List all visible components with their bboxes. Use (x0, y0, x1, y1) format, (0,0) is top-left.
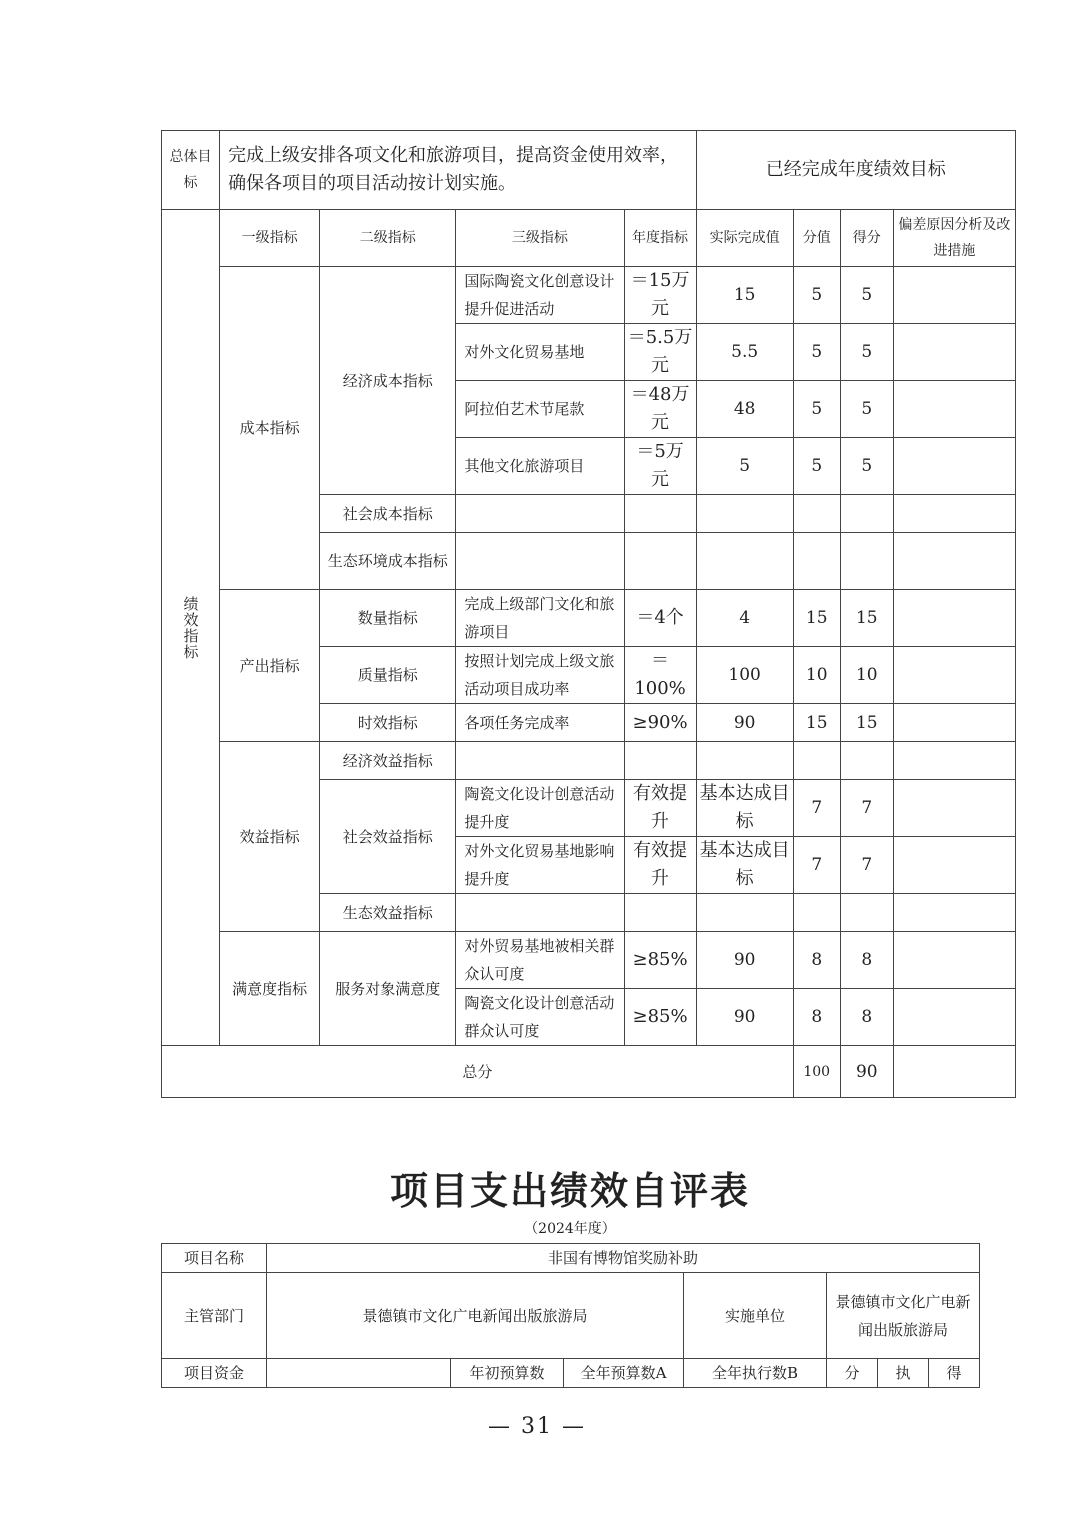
dept-value: 景德镇市文化广电新闻出版旅游局 (267, 1273, 684, 1359)
header-level3: 三级指标 (456, 210, 624, 267)
row-got: 8 (840, 989, 893, 1046)
page-number: — 31 — (488, 1414, 586, 1439)
row-annual: ≥85% (624, 989, 696, 1046)
header-actual: 实际完成值 (696, 210, 793, 267)
row-deviation (893, 438, 1015, 495)
group-output: 产出指标 (220, 590, 320, 742)
row-annual: ＝5万元 (624, 438, 696, 495)
row-actual: 100 (696, 647, 793, 704)
goal-text: 完成上级安排各项文化和旅游项目，提高资金使用效率，确保各项目的项目活动按计划实施。 (220, 131, 697, 210)
row-got: 15 (840, 704, 893, 742)
row-deviation (893, 324, 1015, 381)
row-value: 8 (793, 989, 840, 1046)
row-actual: 48 (696, 381, 793, 438)
empty-cell (840, 894, 893, 932)
empty-cell (840, 533, 893, 590)
empty-cell (624, 894, 696, 932)
row-got: 5 (840, 438, 893, 495)
group-satisfaction: 满意度指标 (220, 932, 320, 1046)
row-actual: 15 (696, 267, 793, 324)
row-item: 其他文化旅游项目 (456, 438, 624, 495)
col-score: 分 (827, 1359, 878, 1388)
col-full-exec: 全年执行数B (684, 1359, 827, 1388)
row-got: 5 (840, 267, 893, 324)
row-item: 陶瓷文化设计创意活动群众认可度 (456, 989, 624, 1046)
header-deviation: 偏差原因分析及改进措施 (893, 210, 1015, 267)
dept-label: 主管部门 (162, 1273, 267, 1359)
empty-cell (267, 1359, 451, 1388)
row-value: 5 (793, 381, 840, 438)
row-deviation (893, 267, 1015, 324)
row-item: 对外文化贸易基地影响提升度 (456, 837, 624, 894)
empty-cell (893, 495, 1015, 533)
row-value: 15 (793, 590, 840, 647)
group-benefit: 效益指标 (220, 742, 320, 932)
empty-cell (840, 495, 893, 533)
row-value: 5 (793, 267, 840, 324)
subgroup-econ-cost: 经济成本指标 (320, 267, 456, 495)
col-got: 得 (929, 1359, 980, 1388)
subgroup-social-cost: 社会成本指标 (320, 495, 456, 533)
row-annual: 有效提升 (624, 837, 696, 894)
row-actual: 4 (696, 590, 793, 647)
empty-cell (696, 742, 793, 780)
header-level2: 二级指标 (320, 210, 456, 267)
row-value: 5 (793, 438, 840, 495)
row-actual: 90 (696, 704, 793, 742)
form-title: 项目支出绩效自评表 (389, 1169, 750, 1213)
row-annual: ＝15万元 (624, 267, 696, 324)
subgroup-timeliness: 时效指标 (320, 704, 456, 742)
row-got: 8 (840, 932, 893, 989)
project-name-label: 项目名称 (162, 1244, 267, 1273)
row-value: 7 (793, 780, 840, 837)
row-item: 陶瓷文化设计创意活动提升度 (456, 780, 624, 837)
row-deviation (893, 837, 1015, 894)
subgroup-quality: 质量指标 (320, 647, 456, 704)
row-deviation (893, 989, 1015, 1046)
row-item: 按照计划完成上级文旅活动项目成功率 (456, 647, 624, 704)
subgroup-service-satisfaction: 服务对象满意度 (320, 932, 456, 1046)
row-actual: 90 (696, 932, 793, 989)
goal-result: 已经完成年度绩效目标 (696, 131, 1015, 210)
row-annual: ＝48万元 (624, 381, 696, 438)
row-got: 7 (840, 780, 893, 837)
row-item: 完成上级部门文化和旅游项目 (456, 590, 624, 647)
group-cost: 成本指标 (220, 267, 320, 590)
row-annual: ＝100% (624, 647, 696, 704)
empty-cell (696, 894, 793, 932)
row-actual: 基本达成目标 (696, 837, 793, 894)
row-item: 阿拉伯艺术节尾款 (456, 381, 624, 438)
side-label: 绩效指标 (162, 210, 220, 1046)
row-item: 对外贸易基地被相关群众认可度 (456, 932, 624, 989)
subgroup-eco-cost: 生态环境成本指标 (320, 533, 456, 590)
empty-cell (624, 495, 696, 533)
row-item: 国际陶瓷文化创意设计提升促进活动 (456, 267, 624, 324)
empty-cell (793, 894, 840, 932)
row-deviation (893, 932, 1015, 989)
subgroup-econ-benefit: 经济效益指标 (320, 742, 456, 780)
empty-cell (793, 742, 840, 780)
subgroup-quantity: 数量指标 (320, 590, 456, 647)
empty-cell (840, 742, 893, 780)
empty-cell (793, 533, 840, 590)
funds-label: 项目资金 (162, 1359, 267, 1388)
impl-label: 实施单位 (684, 1273, 827, 1359)
row-value: 5 (793, 324, 840, 381)
row-annual: ＝4个 (624, 590, 696, 647)
row-deviation (893, 381, 1015, 438)
row-value: 8 (793, 932, 840, 989)
row-annual: ≥90% (624, 704, 696, 742)
header-score-got: 得分 (840, 210, 893, 267)
row-got: 7 (840, 837, 893, 894)
subgroup-social-benefit: 社会效益指标 (320, 780, 456, 894)
project-name: 非国有博物馆奖励补助 (267, 1244, 980, 1273)
row-annual: ≥85% (624, 932, 696, 989)
row-value: 15 (793, 704, 840, 742)
performance-indicator-table (161, 130, 1016, 1098)
empty-cell (696, 533, 793, 590)
row-deviation (893, 647, 1015, 704)
empty-cell (456, 533, 624, 590)
goal-label: 总体目标 (162, 131, 220, 210)
empty-cell (456, 894, 624, 932)
row-annual: ＝5.5万元 (624, 324, 696, 381)
subgroup-eco-benefit: 生态效益指标 (320, 894, 456, 932)
col-initial-budget: 年初预算数 (451, 1359, 564, 1388)
empty-cell (793, 495, 840, 533)
row-value: 7 (793, 837, 840, 894)
row-annual: 有效提升 (624, 780, 696, 837)
total-deviation (893, 1046, 1015, 1098)
row-deviation (893, 780, 1015, 837)
form-year: （2024年度） (524, 1221, 616, 1237)
row-got: 5 (840, 324, 893, 381)
header-annual: 年度指标 (624, 210, 696, 267)
row-actual: 5.5 (696, 324, 793, 381)
empty-cell (893, 742, 1015, 780)
row-actual: 基本达成目标 (696, 780, 793, 837)
empty-cell (624, 742, 696, 780)
row-actual: 5 (696, 438, 793, 495)
empty-cell (456, 495, 624, 533)
total-label: 总分 (162, 1046, 794, 1098)
self-evaluation-table (161, 1243, 980, 1388)
row-deviation (893, 704, 1015, 742)
row-got: 10 (840, 647, 893, 704)
row-item: 对外文化贸易基地 (456, 324, 624, 381)
row-got: 5 (840, 381, 893, 438)
header-level1: 一级指标 (220, 210, 320, 267)
header-score-value: 分值 (793, 210, 840, 267)
row-item: 各项任务完成率 (456, 704, 624, 742)
empty-cell (624, 533, 696, 590)
total-value: 100 (793, 1046, 840, 1098)
row-value: 10 (793, 647, 840, 704)
col-exec: 执 (878, 1359, 929, 1388)
empty-cell (893, 894, 1015, 932)
row-actual: 90 (696, 989, 793, 1046)
impl-value: 景德镇市文化广电新闻出版旅游局 (827, 1273, 980, 1359)
empty-cell (696, 495, 793, 533)
row-got: 15 (840, 590, 893, 647)
empty-cell (893, 533, 1015, 590)
row-deviation (893, 590, 1015, 647)
col-full-budget: 全年预算数A (564, 1359, 684, 1388)
total-got: 90 (840, 1046, 893, 1098)
empty-cell (456, 742, 624, 780)
